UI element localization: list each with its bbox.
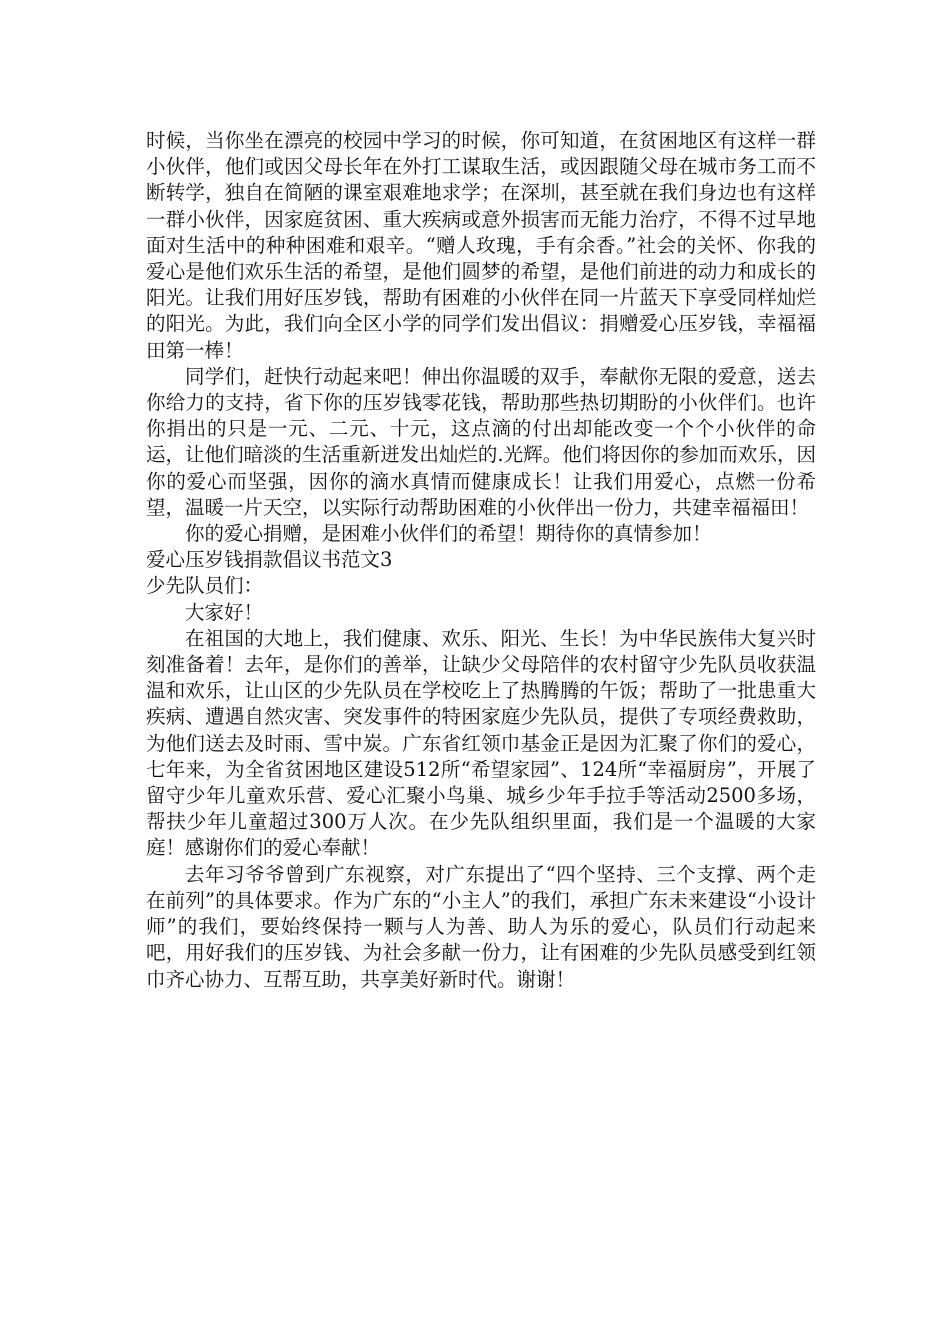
paragraph-achievements: 在祖国的大地上，我们健康、欢乐、阳光、生长！为中华民族伟大复兴时刻准备着！去年，是你们的善举，让缺少父母陪伴的农村留守少先队员收获温温和欢乐，让山区的少先队员在学校吃上了热腾腾的午饭；帮助了一批患重大疾病、遭遇自然灾害、突发事件的特困家庭少先队员，提供了专项经费救助，为他们送去及时雨、雪中炭。广东省红领巾基金正是因为汇聚了你们的爱心，七年来，为全省贫困地区建设512所“希望家园”、124所“幸福厨房”，开展了留守少年儿童欢乐营、爱心汇聚小鸟巢、城乡少年手拉手等活动2500多场，帮扶少年儿童超过300万人次。在少先队组织里面，我们是一个温暖的大家庭！感谢你们的爱心奉献！ — [146, 626, 816, 860]
document-body — [146, 128, 816, 993]
paragraph-appeal: 去年习爷爷曾到广东视察，对广东提出了“四个坚持、三个支撑、两个走在前列”的具体要求。作为广东的“小主人”的我们，承担广东未来建设“小设计师”的我们，要始终保持一颗与人为善、助人为乐的爱心，队员们行动起来吧，用好我们的压岁钱、为社会多献一份力，让有困难的少先队员感受到红领巾齐心协力、互帮互助，共享美好新时代。谢谢！ — [146, 862, 816, 991]
paragraph-closing-wish: 你的爱心捐赠，是困难小伙伴们的希望！期待你的真情参加！ — [185, 522, 712, 546]
paragraph-continued-intro: 时候，当你坐在漂亮的校园中学习的时候，你可知道，在贫困地区有这样一群小伙伴，他们或因父母长年在外打工谋取生活，或因跟随父母在城市务工而不断转学，独自在简陋的课室艰难地求学；在深圳，甚至就在我们身边也有这样一群小伙伴，因家庭贫困、重大疾病或意外损害而无能力治疗，不得不过早地面对生活中的种种困难和艰辛。“赠人玫瑰，手有余香。”社会的关怀、你我的爱心是他们欢乐生活的希望，是他们圆梦的希望，是他们前进的动力和成长的阳光。让我们用好压岁钱，帮助有困难的小伙伴在同一片蓝天下享受同样灿烂的阳光。为此，我们向全区小学的同学们发出倡议：捐赠爱心压岁钱，幸福福田第一棒！ — [146, 129, 816, 362]
section-title: 爱心压岁钱捐款倡议书范文3 — [146, 548, 393, 572]
greeting: 大家好！ — [185, 600, 264, 624]
salutation: 少先队员们： — [146, 574, 264, 598]
paragraph-call-to-action: 同学们，赶快行动起来吧！伸出你温暖的双手，奉献你无限的爱意，送去你给力的支持，省下你的压岁钱零花钱，帮助那些热切期盼的小伙伴们。也许你捐出的只是一元、二元、十元，这点滴的付出却能改变一个个小伙伴的命运，让他们暗淡的生活重新迸发出灿烂的.光辉。他们将因你的参加而欢乐，因你的爱心而坚强，因你的滴水真情而健康成长！让我们用爱心，点燃一份希望，温暖一片天空，以实际行动帮助困难的小伙伴出一份力，共建幸福福田！ — [146, 364, 816, 519]
